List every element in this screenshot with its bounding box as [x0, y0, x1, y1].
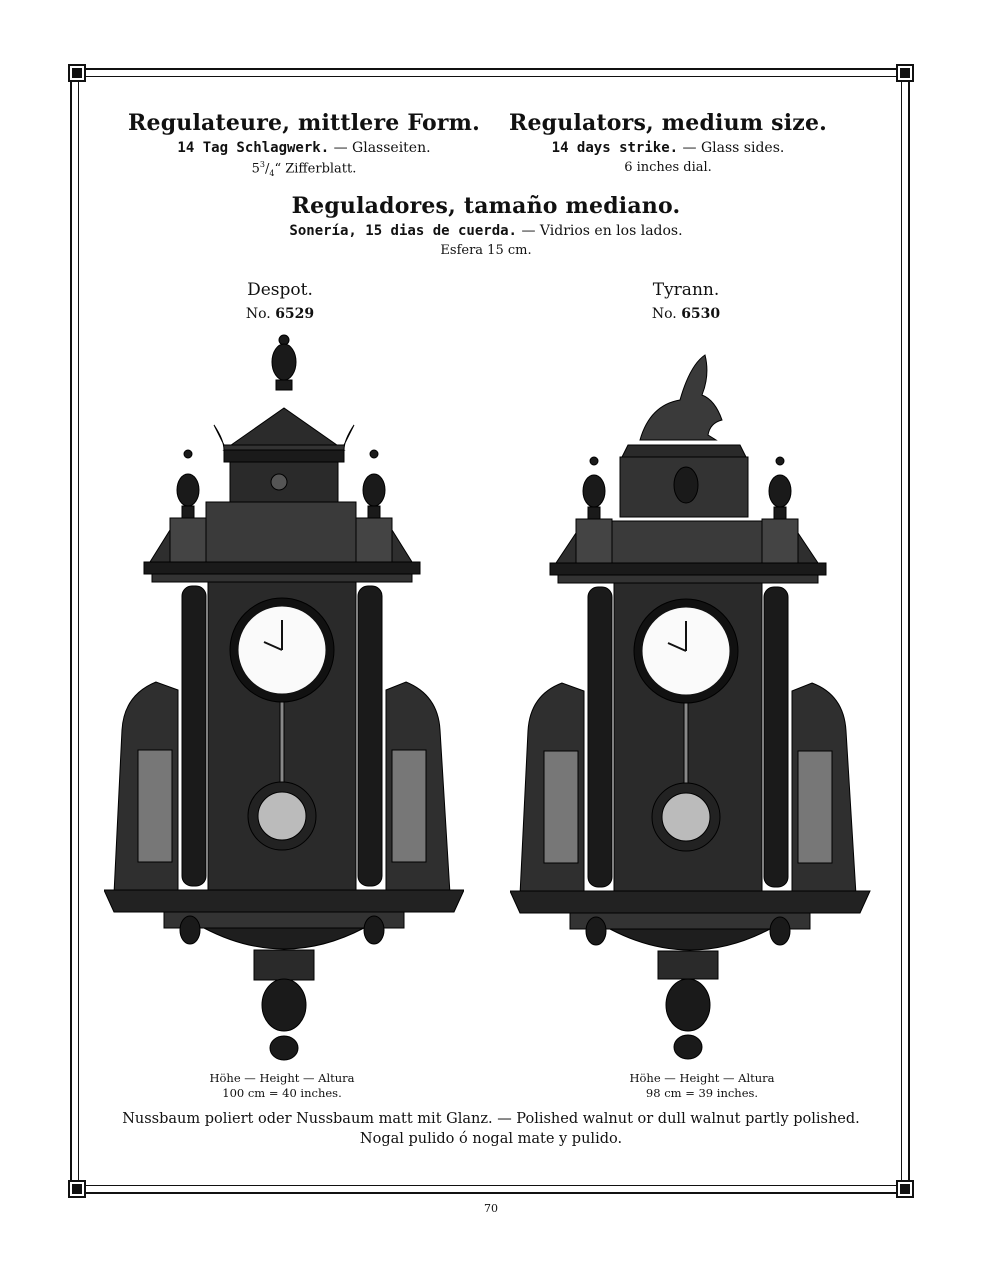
header-spanish-strike [196, 223, 776, 239]
dims-value: 98 cm = 39 inches. [645, 1086, 759, 1100]
dims-label: Höhe — Height — Altura [209, 1071, 355, 1085]
header-english-strike [478, 140, 858, 156]
dial-rest: “ Zifferblatt. [274, 161, 357, 177]
clock-illustration-tyrann [510, 345, 872, 1065]
dial-prefix: 5 [251, 161, 260, 177]
dims-value: 100 cm = 40 inches. [222, 1086, 342, 1100]
strike-bold: 14 Tag Schlagwerk. [177, 140, 330, 156]
strike-bold: 14 days strike. [551, 140, 679, 156]
corner-ornament [898, 66, 912, 80]
dims-label: Höhe — Height — Altura [629, 1071, 775, 1085]
model-tyrann [586, 280, 786, 322]
dimensions-tyrann [582, 1071, 822, 1101]
header-german-strike [114, 140, 494, 156]
header-spanish-dial: Esfera 15 cm. [440, 243, 532, 258]
header-english-title: Regulators, medium size. [508, 110, 828, 136]
page-number: 70 [484, 1202, 498, 1215]
model-number [586, 306, 786, 322]
header-english [478, 110, 858, 175]
corner-ornament [70, 66, 84, 80]
header-spanish [196, 193, 776, 258]
dimensions-despot [162, 1071, 402, 1101]
clock-illustration-despot [104, 330, 464, 1065]
dial-frac-num: 3 [259, 160, 265, 169]
model-no-value: 6529 [275, 306, 315, 322]
strike-rest: — Vidrios en los lados. [521, 223, 683, 239]
model-no-value: 6530 [681, 306, 721, 322]
model-name: Despot. [247, 280, 313, 300]
header-german-title: Regulateure, mittlere Form. [128, 110, 480, 136]
model-number [180, 306, 380, 322]
model-name: Tyrann. [652, 280, 720, 300]
header-spanish-title: Reguladores, tamaño mediano. [291, 193, 681, 219]
material-note-line2: Nogal pulido ó nogal mate y pulido. [359, 1131, 623, 1147]
strike-rest: — Glass sides. [682, 140, 785, 156]
model-despot [180, 280, 380, 322]
header-german [114, 110, 494, 178]
strike-rest: — Glasseiten. [333, 140, 431, 156]
strike-bold: Sonería, 15 dias de cuerda. [289, 223, 517, 239]
header-english-dial: 6 inches dial. [624, 160, 712, 175]
header-german-dial: $5^3/_4“$ Zifferblatt. [251, 160, 357, 178]
dial-frac-den: 4 [269, 168, 275, 178]
corner-ornament [70, 1182, 84, 1196]
corner-ornament [898, 1182, 912, 1196]
model-no-prefix: No. [245, 306, 271, 322]
model-no-prefix: No. [651, 306, 677, 322]
material-note-line1: Nussbaum poliert oder Nussbaum matt mit Glanz. — Polished walnut or dull walnut partly polished. [122, 1111, 860, 1127]
